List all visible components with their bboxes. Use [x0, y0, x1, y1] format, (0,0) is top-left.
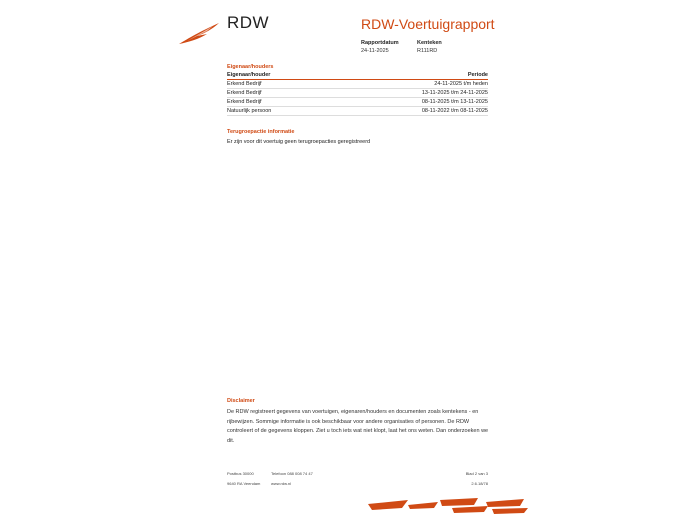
owner-cell: Erkend Bedrijf: [227, 80, 332, 89]
disclaimer-text: De RDW registreert gegevens van voertuigen, eigenaren/houders en documenten zoals kentekens - en rijbewijzen. Sommige informatie is ook beschikbaar voor andere organisaties of personen. De RDW controleert of de gegevens kloppen. Ziet u toch iets wat niet klopt, laat het ons weten. Dan onderzoeken we dit.: [227, 409, 489, 444]
owner-cell: Erkend Bedrijf: [227, 89, 332, 98]
footer-postbus: Postbus 30000: [227, 471, 254, 476]
period-cell: 24-11-2025 t/m heden: [332, 80, 488, 89]
column-header-period: Periode: [467, 71, 488, 78]
table-row: [227, 98, 488, 107]
kenteken-value: R111RD: [417, 48, 438, 54]
table-row: [227, 80, 488, 89]
rdw-logo-icon: [177, 22, 221, 46]
rapportdatum-label: Rapportdatum: [361, 40, 399, 46]
owner-cell: Erkend Bedrijf: [227, 98, 332, 107]
rapportdatum-value: 24-11-2025: [361, 48, 389, 54]
footer-postcode: 9640 RA Veendam: [227, 481, 261, 486]
owners-table-header: [227, 71, 488, 80]
period-cell: 08-11-2022 t/m 08-11-2025: [332, 107, 488, 116]
owner-cell: Natuurlijk persoon: [227, 107, 332, 116]
period-cell: 13-11-2025 t/m 24-11-2025: [332, 89, 488, 98]
table-row: [227, 107, 488, 116]
decorative-stripes-graphic: [368, 496, 528, 514]
recall-text: Er zijn voor dit voertuig geen terugroepacties geregistreerd: [227, 139, 371, 145]
footer-code: 2.6.18/78: [471, 481, 488, 486]
kenteken-label: Kenteken: [417, 40, 442, 46]
owners-table: [227, 71, 488, 116]
footer-page: Blad 2 van 3: [465, 471, 488, 476]
footer-phone: Telefoon 088 008 74 47: [271, 471, 313, 476]
recall-section-title: Terugroepactie informatie: [227, 129, 295, 135]
logo-text: RDW: [227, 13, 270, 32]
document-title: RDW-Voertuigrapport: [361, 16, 495, 32]
period-cell: 08-11-2025 t/m 13-11-2025: [332, 98, 488, 107]
owners-section-title: Eigenaar/houders: [227, 64, 274, 70]
footer-website: www.rdw.nl: [271, 481, 292, 486]
table-row: [227, 89, 488, 98]
disclaimer-title: Disclaimer: [227, 398, 255, 404]
column-header-owner: Eigenaar/houder: [227, 71, 271, 78]
